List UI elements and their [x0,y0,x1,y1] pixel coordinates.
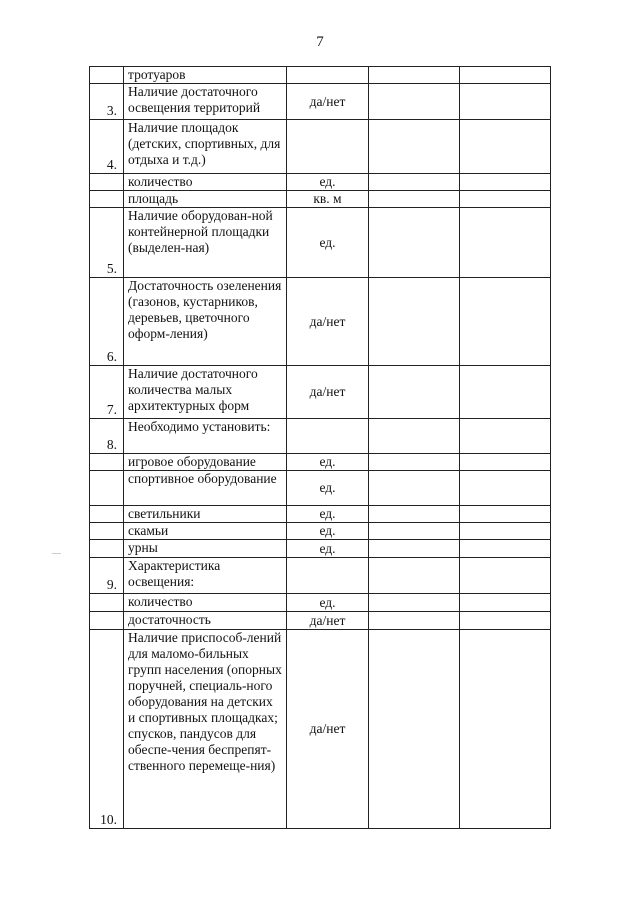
value-cell [460,506,551,523]
unit-cell: ед. [287,208,369,278]
value-cell [369,366,460,419]
unit-cell: ед. [287,523,369,540]
value-cell [369,174,460,191]
indicator-name: достаточность [124,612,287,630]
indicator-name: Характеристика освещения: [124,558,287,594]
value-cell [460,366,551,419]
value-cell [460,191,551,208]
table-row [90,454,551,471]
indicator-name: Наличие оборудован-ной контейнерной площадки (выделен-ная) [124,208,287,278]
unit-cell: да/нет [287,84,369,120]
indicator-name: тротуаров [124,67,287,84]
value-cell [460,540,551,558]
value-cell [369,540,460,558]
indicator-name: скамьи [124,523,287,540]
indicator-name: светильники [124,506,287,523]
margin-mark [52,553,61,554]
indicator-name: Наличие достаточного количества малых архитектурных форм [124,366,287,419]
indicator-name: Достаточность озеленения (газонов, кустарников, деревьев, цветочного оформ-ления) [124,278,287,366]
row-number [90,191,124,208]
unit-cell: ед. [287,506,369,523]
row-number [90,540,124,558]
value-cell [460,120,551,174]
table-row [90,278,551,366]
table-row [90,630,551,829]
row-number: 10. [90,630,124,829]
row-number [90,174,124,191]
value-cell [460,471,551,506]
unit-cell [287,67,369,84]
unit-cell: ед. [287,540,369,558]
value-cell [369,208,460,278]
table-row [90,523,551,540]
value-cell [460,67,551,84]
unit-cell: кв. м [287,191,369,208]
table-row [90,594,551,612]
row-number [90,612,124,630]
table-row [90,558,551,594]
unit-cell: да/нет [287,612,369,630]
value-cell [369,558,460,594]
row-number: 8. [90,419,124,454]
unit-cell [287,419,369,454]
value-cell [369,612,460,630]
table-row [90,67,551,84]
value-cell [460,278,551,366]
row-number [90,67,124,84]
indicator-name: количество [124,594,287,612]
row-number: 3. [90,84,124,120]
value-cell [460,208,551,278]
unit-cell: ед. [287,454,369,471]
value-cell [369,67,460,84]
row-number: 5. [90,208,124,278]
indicator-name: игровое оборудование [124,454,287,471]
indicator-table [89,66,551,829]
row-number [90,506,124,523]
value-cell [460,630,551,829]
unit-cell: ед. [287,594,369,612]
value-cell [460,454,551,471]
unit-cell: ед. [287,471,369,506]
row-number: 4. [90,120,124,174]
value-cell [460,174,551,191]
value-cell [460,419,551,454]
indicator-name: Наличие достаточного освещения территорий [124,84,287,120]
row-number: 7. [90,366,124,419]
value-cell [369,506,460,523]
table-row [90,208,551,278]
indicator-name: Необходимо установить: [124,419,287,454]
value-cell [369,278,460,366]
indicator-name: спортивное оборудование [124,471,287,506]
unit-cell [287,558,369,594]
row-number [90,471,124,506]
value-cell [369,523,460,540]
value-cell [460,612,551,630]
unit-cell: да/нет [287,278,369,366]
table-row [90,540,551,558]
value-cell [460,558,551,594]
table-row [90,120,551,174]
table-row [90,471,551,506]
table-row [90,612,551,630]
value-cell [369,594,460,612]
table-row [90,84,551,120]
indicator-name: Наличие площадок (детских, спортивных, для отдыха и т.д.) [124,120,287,174]
page-number: 7 [316,34,324,50]
indicator-name: урны [124,540,287,558]
value-cell [460,594,551,612]
row-number: 6. [90,278,124,366]
value-cell [369,419,460,454]
row-number: 9. [90,558,124,594]
value-cell [369,84,460,120]
indicator-name: количество [124,174,287,191]
value-cell [369,191,460,208]
table-row [90,366,551,419]
value-cell [369,471,460,506]
unit-cell: да/нет [287,366,369,419]
row-number [90,523,124,540]
value-cell [369,630,460,829]
table-row [90,506,551,523]
row-number [90,594,124,612]
value-cell [369,120,460,174]
table-row [90,174,551,191]
indicator-name: площадь [124,191,287,208]
value-cell [369,454,460,471]
indicator-name: Наличие приспособ-лений для маломо-бильных групп населения (опорных поручней, специаль-ного оборудования на детских и спортивных площадках; спусков, пандусов для обеспе-чения беспрепят-ственного перемеще-ния) [124,630,287,829]
row-number [90,454,124,471]
table-row [90,191,551,208]
unit-cell: ед. [287,174,369,191]
unit-cell: да/нет [287,630,369,829]
value-cell [460,84,551,120]
table-row [90,419,551,454]
value-cell [460,523,551,540]
unit-cell [287,120,369,174]
